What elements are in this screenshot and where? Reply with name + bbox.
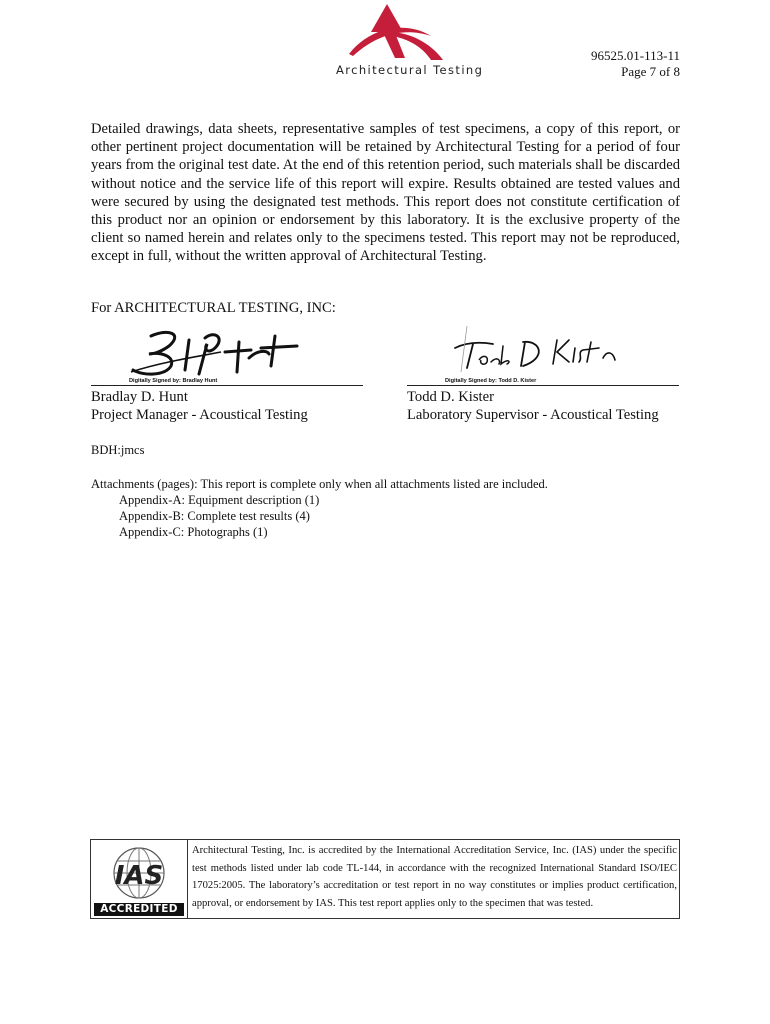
report-reference [591,48,680,80]
accreditation-statement: Architectural Testing, Inc. is accredited by the International Accreditation Service, Inc. (IAS) under the specific test methods listed under lab code TL-144, in accordance with the recognized International Standard ISO/IEC 17025:2005. The laboratory’s accreditation or test report in no way constitutes or implies product certification, approval, or endorsement by IAS. This test report applies only to the specimen that was tested. [192,845,677,909]
digital-signature-caption: Digitally Signed by: Bradlay Hunt [129,378,218,384]
attachment-item: Appendix-B: Complete test results (4) [119,509,310,523]
signer-name: Bradlay D. Hunt [91,389,188,405]
signer-title: Project Manager - Acoustical Testing [91,407,308,423]
signature-area [407,322,679,384]
signature-block-hunt [91,322,363,424]
ias-logo [91,840,188,918]
attachments-intro: Attachments (pages): This report is complete only when all attachments listed are included. [91,477,548,491]
signature-block-kister [407,322,679,424]
signature-line [407,385,679,386]
accredited-badge: ACCREDITED [94,903,184,916]
ias-logo-text: IAS [114,861,164,891]
for-company-line: For ARCHITECTURAL TESTING, INC: [91,300,336,316]
handwritten-signature-icon [91,322,363,384]
signer-title: Laboratory Supervisor - Acoustical Testing [407,407,659,423]
handwritten-signature-icon [407,322,679,384]
retention-paragraph: Detailed drawings, data sheets, representative samples of test specimens, a copy of this report, or other pertinent project documentation will be retained by Architectural Testing for a period of four years from the original test date. At the end of this retention period, such materials shall be discarded without notice and the service life of this report will expire. Results obtained are tested values and were secured by using the designated test methods. This report does not constitute certification of this product nor an opinion or endorsement by this laboratory. It is the exclusive property of the client so named herein and relates only to the specimens tested. This report may not be reproduced, except in full, without the written approval of Architectural Testing. [91,121,680,265]
signature-area [91,322,363,384]
page-number: Page 7 of 8 [621,64,680,79]
brand-name: Architectural Testing [336,63,484,77]
typist-initials: BDH:jmcs [91,443,145,457]
signer-name: Todd D. Kister [407,389,494,405]
attachments-list [91,476,548,540]
digital-signature-caption: Digitally Signed by: Todd D. Kister [445,378,537,384]
report-number: 96525.01-113-11 [591,48,680,63]
accreditation-box [90,839,680,919]
globe-icon [91,840,187,904]
triangle-logo-icon [335,2,495,64]
attachment-item: Appendix-A: Equipment description (1) [119,493,320,507]
signature-line [91,385,363,386]
attachment-item: Appendix-C: Photographs (1) [119,525,268,539]
